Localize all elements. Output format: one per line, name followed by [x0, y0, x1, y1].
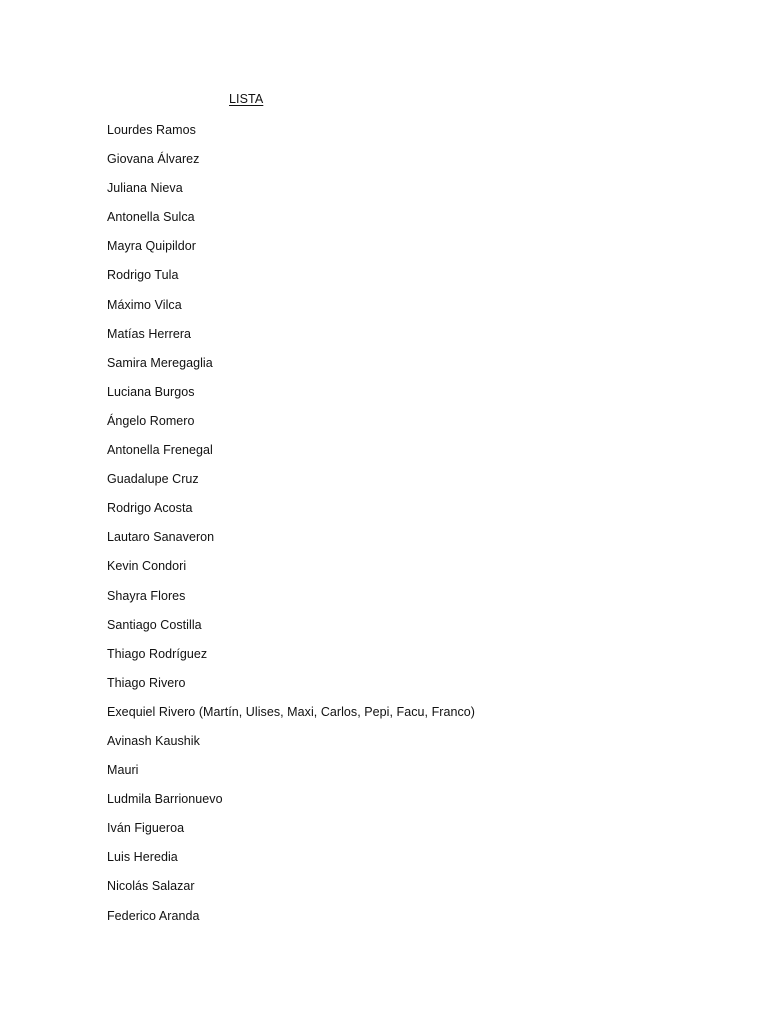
list-item: Thiago Rivero: [107, 675, 186, 690]
list-item: Lautaro Sanaveron: [107, 530, 215, 545]
list-item: Máximo Vilca: [107, 297, 182, 312]
name-list: [107, 121, 475, 936]
list-item: Giovana Álvarez: [107, 152, 200, 167]
list-item: Matías Herrera: [107, 326, 192, 341]
list-item: Thiago Rodríguez: [107, 646, 208, 661]
list-item: Luis Heredia: [107, 850, 178, 865]
list-item: Ángelo Romero: [107, 413, 195, 428]
list-item: Ludmila Barrionuevo: [107, 792, 223, 807]
list-item: Shayra Flores: [107, 588, 186, 603]
list-item: Samira Meregaglia: [107, 355, 213, 370]
list-item: Mayra Quipildor: [107, 239, 196, 254]
list-item: Mauri: [107, 763, 139, 778]
list-item: Kevin Condori: [107, 559, 187, 574]
list-item: Juliana Nieva: [107, 181, 183, 196]
list-item: Nicolás Salazar: [107, 879, 195, 894]
list-item: Iván Figueroa: [107, 821, 185, 836]
list-item: Santiago Costilla: [107, 617, 202, 632]
list-item: Guadalupe Cruz: [107, 472, 199, 487]
document-title: LISTA: [229, 92, 264, 106]
list-item: Rodrigo Tula: [107, 268, 179, 283]
list-item: Antonella Sulca: [107, 210, 195, 225]
list-item: Federico Aranda: [107, 908, 200, 923]
list-item: Exequiel Rivero (Martín, Ulises, Maxi, Carlos, Pepi, Facu, Franco): [107, 704, 475, 719]
list-item: Lourdes Ramos: [107, 123, 196, 137]
list-item: Rodrigo Acosta: [107, 501, 193, 516]
list-item: Avinash Kaushik: [107, 733, 200, 748]
list-item: Luciana Burgos: [107, 384, 195, 399]
list-item: Antonella Frenegal: [107, 443, 213, 458]
